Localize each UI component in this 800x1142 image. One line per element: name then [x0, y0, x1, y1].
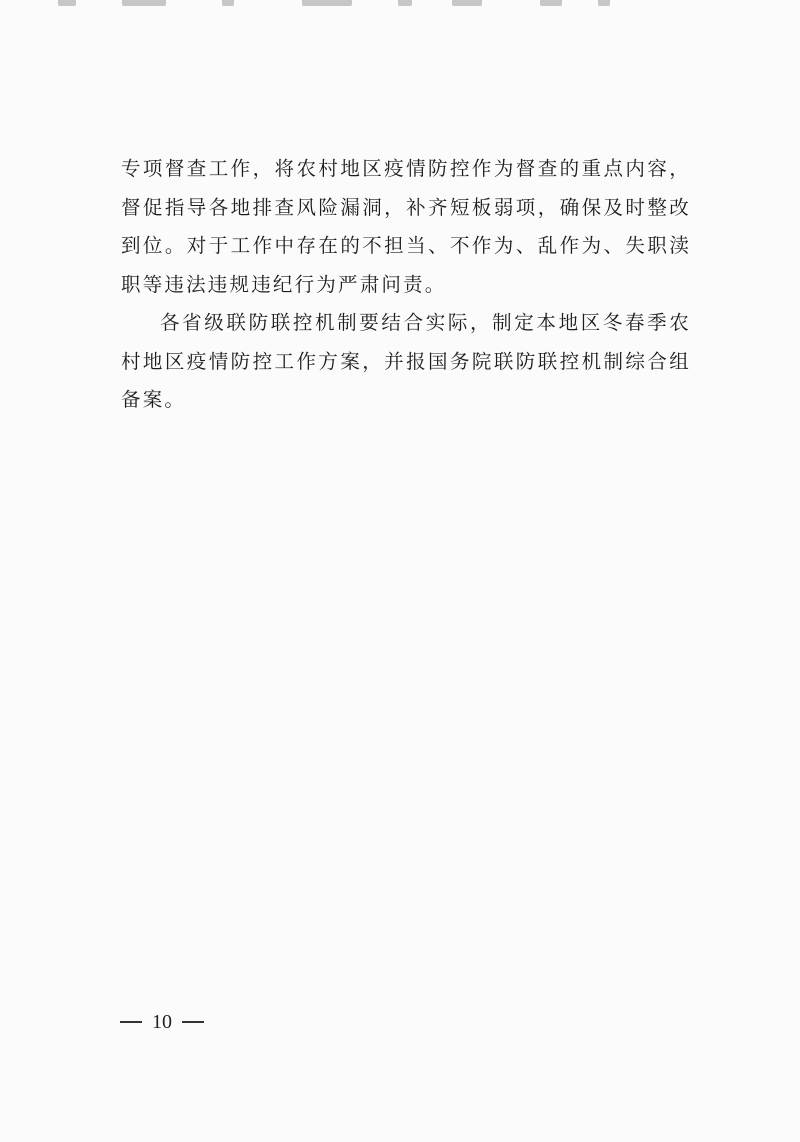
scan-edge-marks: [0, 0, 800, 10]
paragraph-provincial-plan: 各省级联防联控机制要结合实际，制定本地区冬春季农村地区疫情防控工作方案，并报国务院联防联控机制综合组备案。: [121, 311, 691, 411]
page-number-footer: [120, 1010, 240, 1034]
page-number: 10: [152, 1010, 172, 1033]
body-text: [121, 150, 691, 420]
page-number-left-dash: [120, 1021, 142, 1023]
page-number-right-dash: [182, 1021, 204, 1023]
paragraph-supervision: 专项督查工作，将农村地区疫情防控作为督查的重点内容，督促指导各地排查风险漏洞，补齐短板弱项，确保及时整改到位。对于工作中存在的不担当、不作为、乱作为、失职渎职等违法违规违纪行为严肃问责。: [121, 157, 691, 296]
